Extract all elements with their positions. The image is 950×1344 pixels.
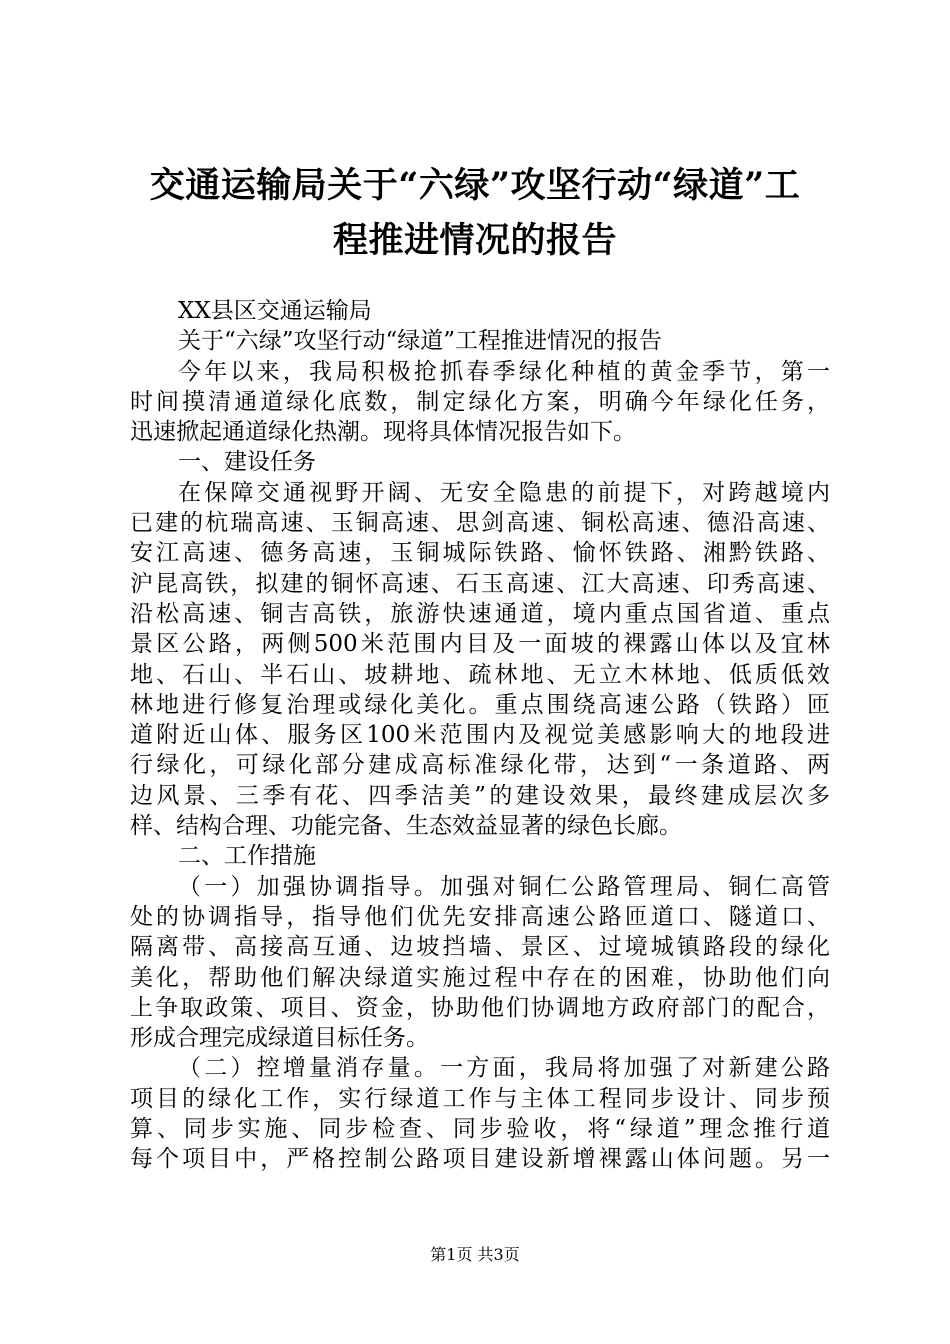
- paragraph-line: 迅速掀起通道绿化热潮。现将具体情况报告如下。: [130, 419, 636, 446]
- paragraph-line: 景区公路，两侧500米范围内目及一面坡的裸露山体以及宜林: [130, 631, 830, 658]
- paragraph-line: XX县区交通运输局: [178, 298, 372, 324]
- document-title: [120, 158, 830, 268]
- paragraph-line: 沿松高速、铜吉高铁，旅游快速通道，境内重点国省道、重点: [130, 600, 830, 627]
- paragraph-line: 在保障交通视野开阔、无安全隐患的前提下，对跨越境内: [178, 479, 830, 506]
- paragraph-line: 算、同步实施、同步检查、同步验收，将“绿道”理念推行道: [130, 1116, 830, 1143]
- paragraph-line: 上争取政策、项目、资金，协助他们协调地方政府部门的配合，: [130, 994, 830, 1021]
- paragraph-line: 边风景、三季有花、四季洁美”的建设效果，最终建成层次多: [130, 782, 830, 809]
- paragraph-line: 每个项目中，严格控制公路项目建设新增裸露山体问题。另一: [130, 1146, 830, 1173]
- paragraph-line: 一、建设任务: [178, 449, 316, 476]
- paragraph-line: （二）控增量消存量。一方面，我局将加强了对新建公路: [178, 1055, 830, 1082]
- document-body: [130, 296, 830, 1175]
- paragraph-line: 已建的杭瑞高速、玉铜高速、思剑高速、铜松高速、德沿高速、: [130, 510, 830, 537]
- paragraph-line: 地、石山、半石山、坡耕地、疏林地、无立木林地、低质低效: [130, 661, 830, 688]
- title-line-1: 交通运输局关于“六绿”攻坚行动“绿道”工: [149, 165, 801, 206]
- paragraph-line: 时间摸清通道绿化底数，制定绿化方案，明确今年绿化任务，: [130, 388, 830, 415]
- paragraph-line: 安江高速、德务高速，玉铜城际铁路、愉怀铁路、湘黔铁路、: [130, 540, 830, 567]
- paragraph-line: 样、结构合理、功能完备、生态效益显著的绿色长廊。: [130, 813, 682, 840]
- paragraph-line: 林地进行修复治理或绿化美化。重点围绕高速公路（铁路）匝: [130, 691, 830, 718]
- paragraph-line: 沪昆高铁，拟建的铜怀高速、石玉高速、江大高速、印秀高速、: [130, 570, 830, 597]
- paragraph-line: 关于“六绿”攻坚行动“绿道”工程推进情况的报告: [178, 328, 663, 355]
- paragraph-line: 处的协调指导，指导他们优先安排高速公路匝道口、隧道口、: [130, 903, 830, 930]
- paragraph-line: 项目的绿化工作，实行绿道工作与主体工程同步设计、同步预: [130, 1085, 830, 1112]
- title-line-2: 程推进情况的报告: [332, 220, 617, 261]
- paragraph-line: 行绿化，可绿化部分建成高标准绿化带，达到“一条道路、两: [130, 752, 830, 779]
- paragraph-line: 道附近山体、服务区100米范围内及视觉美感影响大的地段进: [130, 722, 830, 749]
- paragraph-line: 隔离带、高接高互通、边坡挡墙、景区、过境城镇路段的绿化: [130, 934, 830, 961]
- paragraph-line: 美化，帮助他们解决绿道实施过程中存在的困难，协助他们向: [130, 964, 830, 991]
- paragraph-line: （一）加强协调指导。加强对铜仁公路管理局、铜仁高管: [178, 873, 830, 900]
- page-footer: 第1页 共3页: [430, 1245, 520, 1264]
- paragraph-line: 二、工作措施: [178, 843, 316, 870]
- paragraph-line: 今年以来，我局积极抢抓春季绿化种植的黄金季节，第一: [178, 358, 830, 385]
- paragraph-line: 形成合理完成绿道目标任务。: [130, 1025, 429, 1052]
